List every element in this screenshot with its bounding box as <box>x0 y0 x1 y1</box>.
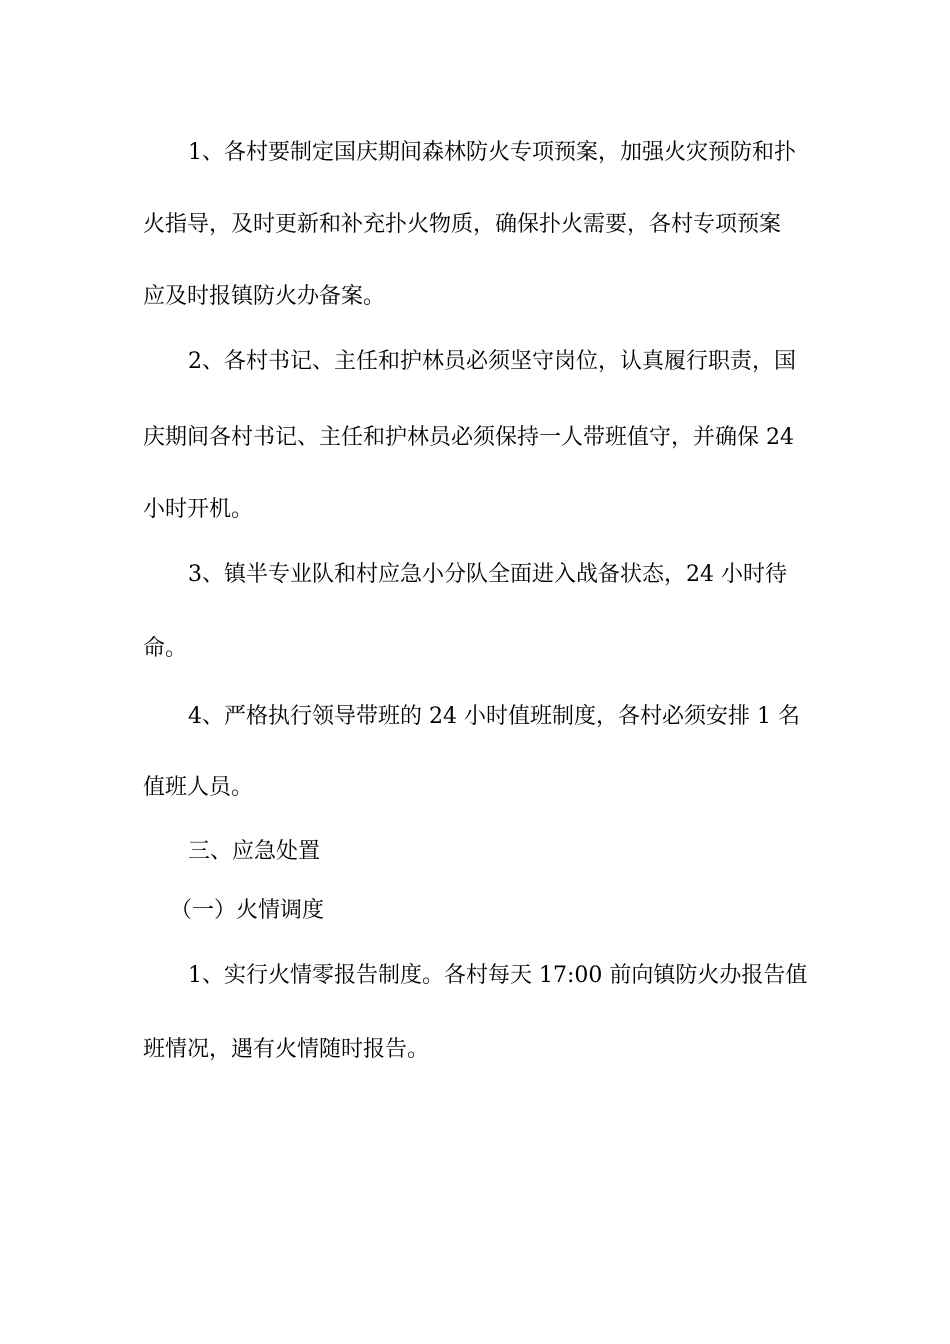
paragraph-4-line-1: 4、严格执行领导带班的 24 小时值班制度，各村必须安排 1 名 <box>188 704 800 729</box>
paragraph-1-line-1: 1、各村要制定国庆期间森林防火专项预案，加强火灾预防和扑 <box>188 140 796 165</box>
section-heading: 三、应急处置 <box>188 839 321 864</box>
paragraph-5-line-2: 班情况，遇有火情随时报告。 <box>143 1037 430 1062</box>
paragraph-1-line-3: 应及时报镇防火办备案。 <box>143 284 386 309</box>
subsection-heading: （一）火情调度 <box>170 898 325 923</box>
paragraph-2-line-1: 2、各村书记、主任和护林员必须坚守岗位，认真履行职责，国 <box>188 349 796 374</box>
paragraph-1-line-2: 火指导，及时更新和补充扑火物质，确保扑火需要，各村专项预案 <box>143 212 782 237</box>
paragraph-2-line-3: 小时开机。 <box>143 497 254 522</box>
paragraph-3-line-1: 3、镇半专业队和村应急小分队全面进入战备状态，24 小时待 <box>188 562 787 587</box>
paragraph-4-line-2: 值班人员。 <box>143 775 254 800</box>
paragraph-5-line-1: 1、实行火情零报告制度。各村每天 17:00 前向镇防火办报告值 <box>188 963 808 988</box>
paragraph-2-line-2: 庆期间各村书记、主任和护林员必须保持一人带班值守，并确保 24 <box>143 425 794 450</box>
paragraph-3-line-2: 命。 <box>143 636 188 661</box>
